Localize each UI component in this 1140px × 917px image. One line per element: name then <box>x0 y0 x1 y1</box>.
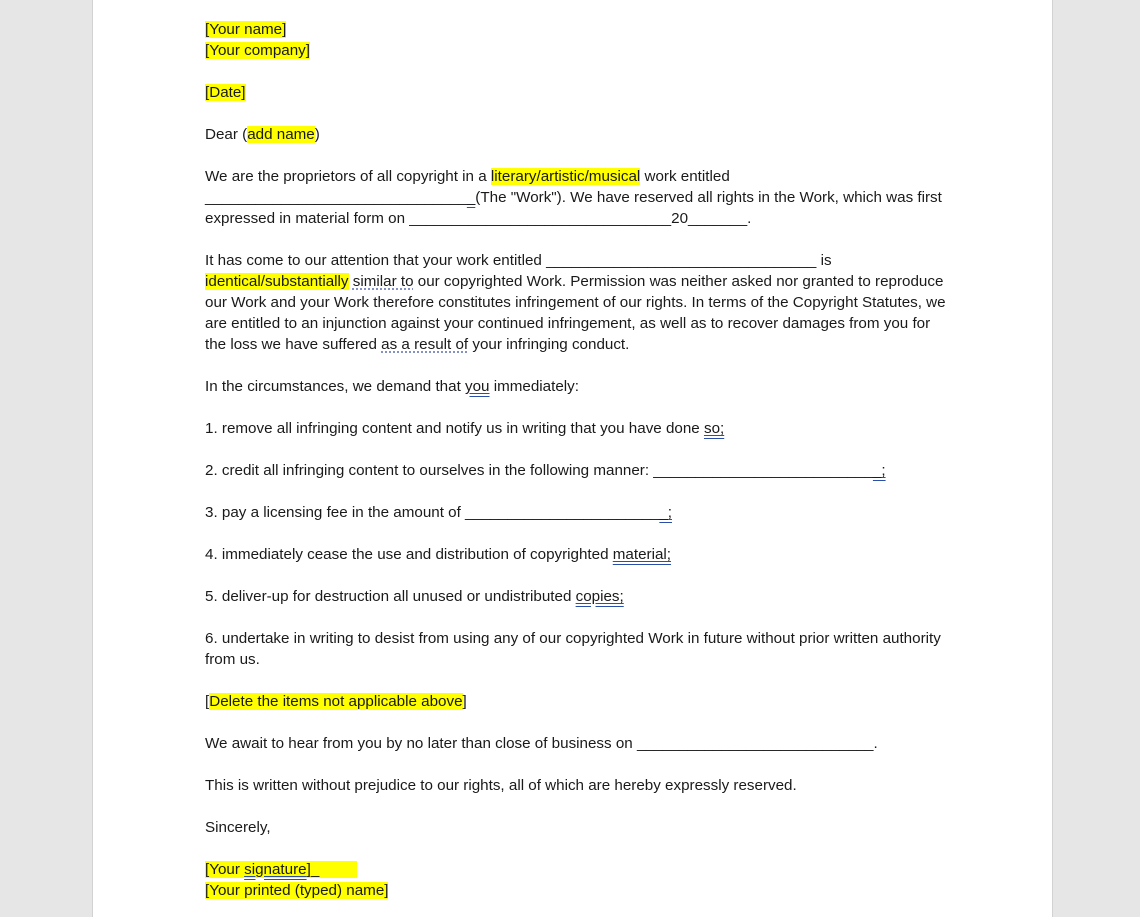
grammar-flag[interactable]: material; <box>612 546 672 563</box>
grammar-flag[interactable]: similar to <box>352 273 414 290</box>
prejudice-line: This is written without prejudice to our rights, all of which are hereby expressly reserved. <box>205 777 797 794</box>
grammar-flag[interactable]: so; <box>703 420 725 437</box>
list-item: 1. remove all infringing content and notify us in writing that you have done so; <box>205 420 725 437</box>
paragraph-ownership: We are the proprietors of all copyright in a literary/artistic/musical work entitled ________________________________(The "Work"). We have reserved all rights in the Work, which was first expressed in material form on _______________________________20_______. <box>205 168 947 227</box>
paragraph-demand: In the circumstances, we demand that you immediately: <box>205 378 579 395</box>
grammar-flag[interactable]: copies; <box>575 588 624 605</box>
sender-company: [Your company] <box>205 42 310 59</box>
grammar-flag[interactable]: _; <box>872 462 886 479</box>
salutation: Dear (add name) <box>205 126 320 143</box>
closing: Sincerely, <box>205 819 271 836</box>
list-item: 3. pay a licensing fee in the amount of ________________________; <box>205 504 672 521</box>
list-item: 2. credit all infringing content to ourselves in the following manner: ___________________________; <box>205 462 886 479</box>
grammar-flag[interactable]: as a result of <box>381 336 469 353</box>
sender-name: [Your name] <box>205 21 287 38</box>
grammar-flag[interactable]: you <box>465 378 490 395</box>
grammar-flag[interactable]: signature <box>244 861 307 878</box>
grammar-flag[interactable]: _; <box>659 504 672 521</box>
await-line: We await to hear from you by no later than close of business on ____________________________. <box>205 735 878 752</box>
printed-name: [Your printed (typed) name] <box>205 882 389 899</box>
list-item: 6. undertake in writing to desist from using any of our copyrighted Work in future without prior written authority from us. <box>205 630 946 668</box>
document-page <box>92 0 1053 917</box>
delete-note: [Delete the items not applicable above] <box>205 693 467 710</box>
list-item: 4. immediately cease the use and distribution of copyrighted material; <box>205 546 672 563</box>
list-item: 5. deliver-up for destruction all unused or undistributed copies; <box>205 588 624 605</box>
paragraph-infringement: It has come to our attention that your work entitled ________________________________ is identical/substantially similar to our copyrighted Work. Permission was neither asked nor granted to reproduce our Work and your Work therefore constitutes infringement of our rights. In terms of the Copyright Statutes, we are entitled to an injunction against your continued infringement, as well as to recover damages from you for the loss we have suffered as a result of your infringing conduct. <box>205 252 950 353</box>
signature-line: [Your signature]_ <box>205 859 950 880</box>
letter-date: [Date] <box>205 84 246 101</box>
letter-body[interactable] <box>205 19 950 901</box>
